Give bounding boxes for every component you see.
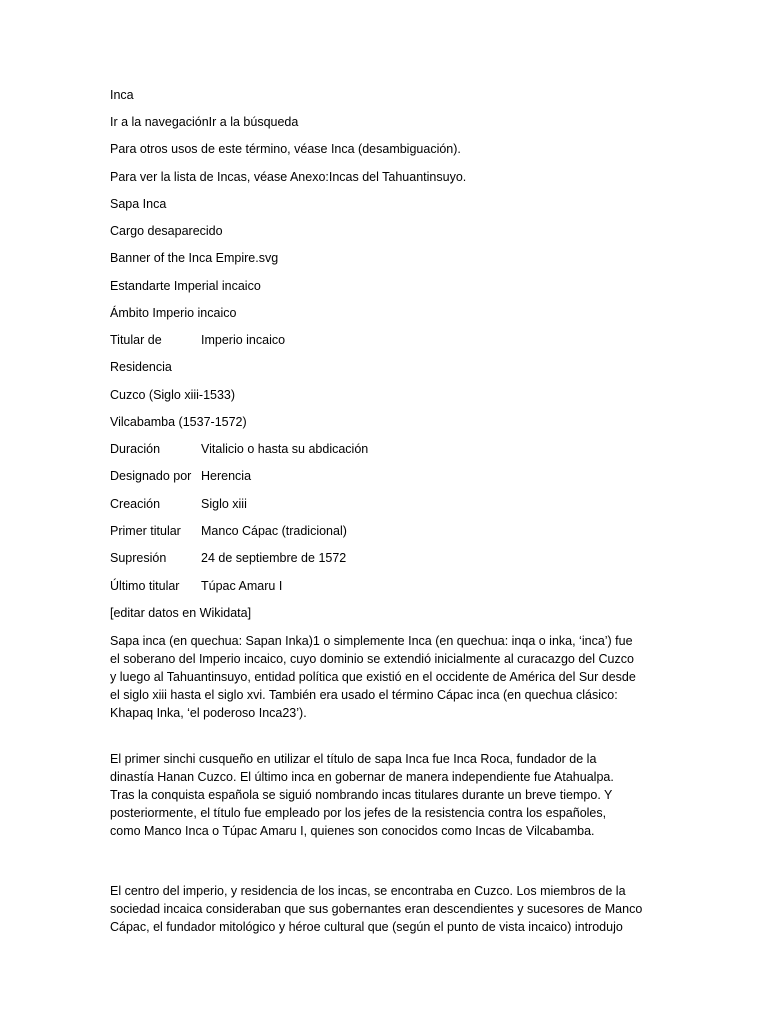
infobox-row-label: Titular de — [110, 333, 162, 347]
infobox-row-value: Imperio incaico — [201, 333, 286, 347]
infobox-row-designado — [110, 467, 251, 485]
paragraph — [110, 750, 655, 840]
paragraph-line: posteriormente, el título fue empleado por los jefes de la resistencia contra los españoles, — [110, 806, 607, 820]
infobox-row-value: Túpac Amaru I — [201, 579, 283, 593]
paragraph-line: dinastía Hanan Cuzco. El último inca en gobernar de manera independiente fue Atahualpa. — [110, 770, 614, 784]
infobox-row-duracion — [110, 440, 368, 458]
residence-item: Vilcabamba (1537-1572) — [110, 415, 247, 429]
infobox-row-value: Vitalicio o hasta su abdicación — [201, 442, 369, 456]
paragraph-line: Cápac, el fundador mitológico y héroe cultural que (según el punto de vista incaico) introdujo — [110, 920, 623, 934]
infobox-row-value: Manco Cápac (tradicional) — [201, 524, 347, 538]
infobox-row-residencia — [110, 358, 201, 376]
paragraph-line: el siglo xiii hasta el siglo xvi. También era usado el término Cápac inca (en quechua clásico: — [110, 688, 618, 702]
paragraph-line: Sapa inca (en quechua: Sapan Inka)1 o simplemente Inca (en quechua: inqa o inka, ‘inca’) fue — [110, 634, 633, 648]
infobox-name: Sapa Inca — [110, 197, 167, 211]
page-title: Inca — [110, 88, 134, 102]
infobox-row-value: 24 de septiembre de 1572 — [201, 551, 347, 565]
paragraph-line: como Manco Inca o Túpac Amaru I, quienes son conocidos como Incas de Vilcabamba. — [110, 824, 595, 838]
infobox-row-value: Siglo xiii — [201, 497, 247, 511]
infobox-image-alt: Banner of the Inca Empire.svg — [110, 251, 279, 265]
infobox-row-label: Duración — [110, 442, 161, 456]
list-note: Para ver la lista de Incas, véase Anexo:Incas del Tahuantinsuyo. — [110, 170, 467, 184]
residence-item: Cuzco (Siglo xiii-1533) — [110, 388, 236, 402]
infobox-row-label: Creación — [110, 497, 161, 511]
paragraph-line: El centro del imperio, y residencia de los incas, se encontraba en Cuzco. Los miembros de la — [110, 884, 626, 898]
infobox-row-label: Residencia — [110, 360, 172, 374]
infobox-status: Cargo desaparecido — [110, 224, 223, 238]
infobox-row-label: Primer titular — [110, 524, 181, 538]
infobox-scope: Ámbito Imperio incaico — [110, 306, 237, 320]
paragraph-line: y luego al Tahuantinsuyo, entidad política que existió en el occidente de América del Sur desde — [110, 670, 636, 684]
navigation-links[interactable]: Ir a la navegaciónIr a la búsqueda — [110, 115, 299, 129]
infobox-row-ultimo-titular — [110, 577, 282, 595]
paragraph-line: Khapaq Inka, ‘el poderoso Inca23’). — [110, 706, 307, 720]
infobox-row-value: Herencia — [201, 469, 252, 483]
paragraph — [110, 632, 655, 722]
infobox-row-titular — [110, 331, 285, 349]
infobox-row-label: Supresión — [110, 551, 167, 565]
paragraph-line: Tras la conquista española se siguió nombrando incas titulares durante un breve tiempo. Y — [110, 788, 613, 802]
paragraph-line: El primer sinchi cusqueño en utilizar el título de sapa Inca fue Inca Roca, fundador de la — [110, 752, 597, 766]
infobox-row-supresion — [110, 549, 346, 567]
paragraph — [110, 882, 655, 936]
paragraph-line: sociedad incaica consideraban que sus gobernantes eran descendientes y sucesores de Manco — [110, 902, 643, 916]
infobox-row-creacion — [110, 495, 247, 513]
paragraph-line: el soberano del Imperio incaico, cuyo dominio se extendió inicialmente al curacazgo del Cuzco — [110, 652, 634, 666]
infobox-row-primer-titular — [110, 522, 347, 540]
disambiguation-note: Para otros usos de este término, véase Inca (desambiguación). — [110, 142, 461, 156]
infobox-caption: Estandarte Imperial incaico — [110, 279, 261, 293]
wikidata-edit-link[interactable]: [editar datos en Wikidata] — [110, 606, 252, 620]
infobox-row-label: Designado por — [110, 469, 192, 483]
infobox-row-label: Último titular — [110, 579, 180, 593]
